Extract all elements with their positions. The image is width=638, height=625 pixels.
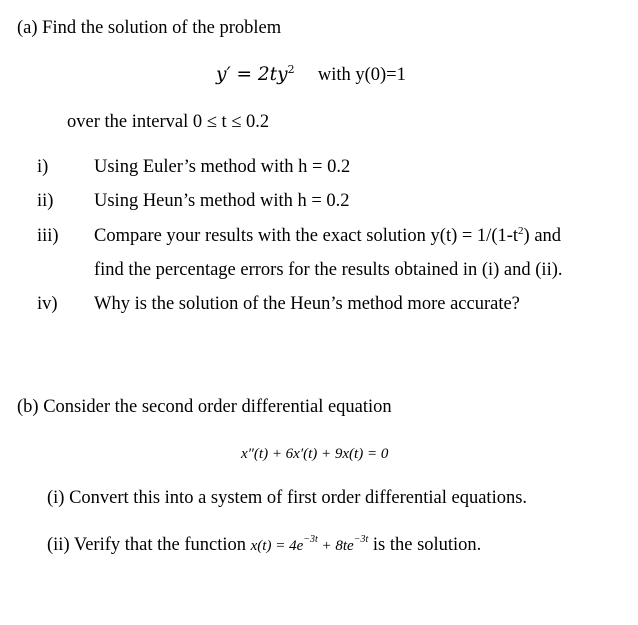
item-number: i) (37, 157, 49, 177)
function-term-2: + 8te (317, 538, 354, 554)
item-iii-continuation: find the percentage errors for the results obtained in (i) and (ii). (94, 260, 563, 280)
function-term-1: x(t) = 4e (250, 538, 304, 554)
item-text-before: Compare your results with the exact solution y(t) = 1/(1-t (94, 226, 519, 246)
item-text: Using Euler’s method with h = 0.2 (94, 157, 351, 177)
item-text: Using Heun’s method with h = 0.2 (94, 191, 350, 211)
exponent-2: −3t (353, 534, 369, 545)
ode-lhs: y′ = 2ty (216, 64, 288, 85)
part-a-equation (216, 64, 406, 86)
solution-function (250, 534, 369, 554)
item-number: iv) (37, 294, 58, 314)
item-text-before: (ii) Verify that the function (47, 535, 246, 555)
item-text: Why is the solution of the Heun’s method more accurate? (94, 294, 520, 314)
item-text-after: ) and (523, 226, 562, 246)
exact-solution-power: 2 (518, 225, 524, 237)
item-number: iii) (37, 226, 59, 246)
part-b-item-i: (i) Convert this into a system of first order differential equations. (47, 488, 528, 508)
item-number: ii) (37, 191, 54, 211)
part-b-heading: (b) Consider the second order differential equation (17, 397, 392, 417)
ode-power: 2 (287, 63, 295, 76)
initial-condition: with y(0)=1 (317, 65, 406, 85)
part-b-equation: x″(t) + 6x′(t) + 9x(t) = 0 (241, 446, 389, 462)
item-text (94, 225, 561, 247)
exponent-1: −3t (303, 534, 318, 545)
item-text-after: is the solution. (372, 535, 482, 555)
part-a-heading: (a) Find the solution of the problem (17, 18, 282, 38)
part-b-item-ii (47, 534, 481, 557)
interval-text: over the interval 0 ≤ t ≤ 0.2 (67, 112, 270, 132)
